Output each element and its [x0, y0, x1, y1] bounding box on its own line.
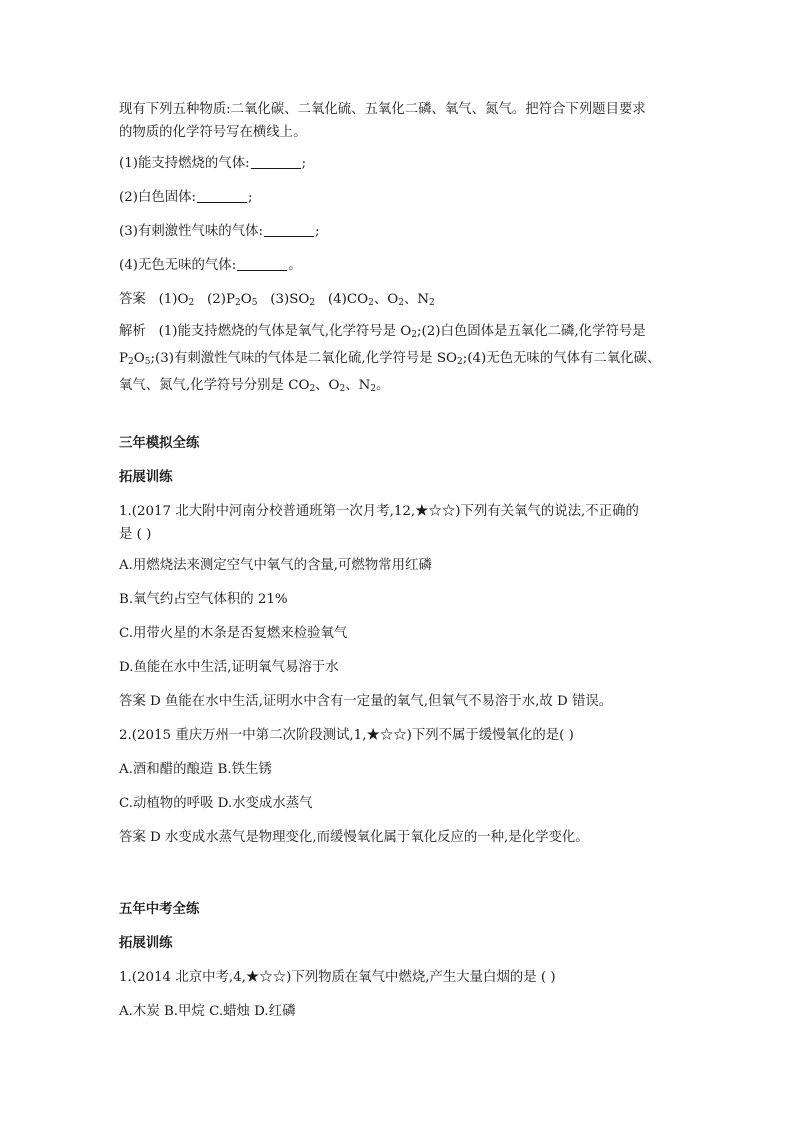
analysis-text: ;(3)有刺激性气味的气体是二氧化硫,化学符号是 SO	[150, 351, 458, 366]
question-1-answer: 答案 D 鱼能在水中生活,证明水中含有一定量的氧气,但氧气不易溶于水,故 D 错误。	[119, 694, 613, 709]
answer-sub: 2	[368, 298, 374, 308]
question-1-stem-line-1: 1.(2017 北大附中河南分校普通班第一次月考,12,★☆☆)下列有关氧气的说法,不正确的	[119, 504, 639, 519]
question-3-prefix: (3)有刺激性气味的气体:	[119, 224, 263, 239]
answer-sub: 5	[251, 298, 258, 308]
analysis-text: P	[119, 351, 129, 366]
answer-part-2b: O	[240, 292, 252, 307]
question-1-stem	[119, 500, 679, 546]
analysis-text: O	[133, 351, 145, 366]
question-3-suffix: ;	[315, 224, 320, 239]
question-1-prefix: (1)能支持燃烧的气体:	[119, 156, 250, 171]
question-2-stem: 2.(2015 重庆万州一中第二次阶段测试,1,★☆☆)下列不属于缓慢氧化的是( )	[119, 728, 574, 743]
section-subtitle-extension-2: 拓展训练	[119, 935, 173, 951]
analysis-text: 、O	[315, 378, 340, 393]
intro-line-2: 的物质的化学符号写在横线上。	[119, 125, 307, 140]
analysis-text: 。	[376, 378, 390, 393]
answer-label: 答案	[119, 292, 146, 307]
answer-blank-1	[251, 154, 301, 169]
analysis-text: 氧气、氮气,化学符号分别是 CO	[119, 378, 310, 393]
analysis-sub: 2	[128, 357, 134, 367]
question-4-suffix: 。	[288, 258, 302, 273]
answer-part-1: (1)O	[158, 292, 189, 307]
answer-blank-4	[237, 256, 287, 271]
question-2-prefix: (2)白色固体:	[119, 190, 197, 205]
analysis-text: 、N	[345, 378, 371, 393]
option-b: B.氧气约占空气体积的 21%	[119, 592, 288, 607]
analysis-paragraph	[119, 320, 679, 401]
answer-sub: 2	[235, 298, 241, 308]
section-title-three-year: 三年模拟全练	[119, 435, 200, 451]
analysis-label: 解析	[119, 324, 146, 339]
analysis-sub: 2	[370, 384, 377, 394]
section-title-five-year: 五年中考全练	[119, 901, 200, 917]
option-a: A.用燃烧法来测定空气中氧气的含量,可燃物常用红磷	[119, 558, 432, 573]
question-1-line	[119, 152, 679, 175]
answer-blank-3	[264, 222, 314, 237]
analysis-text: ;(2)白色固体是五氧化二磷,化学符号是	[417, 324, 646, 339]
analysis-text: (1)能支持燃烧的气体是氧气,化学符号是 O	[158, 324, 412, 339]
intro-line-1: 现有下列五种物质:二氧化碳、二氧化硫、五氧化二磷、氧气、氮气。把符合下列题目要求	[119, 102, 646, 117]
answer-part-4c: 、N	[403, 292, 430, 307]
question-2-answer: 答案 D 水变成水蒸气是物理变化,而缓慢氧化属于氧化反应的一种,是化学变化。	[119, 830, 589, 845]
answer-part-2: (2)P	[207, 292, 236, 307]
answer-line-1	[119, 288, 679, 315]
answer-sub: 2	[188, 298, 195, 308]
question-4-prefix: (4)无色无味的气体:	[119, 258, 237, 273]
question-3-line	[119, 220, 679, 243]
question-1-stem-line-2: 是 ( )	[119, 527, 152, 542]
option-c: C.用带火星的木条是否复燃来检验氧气	[119, 626, 348, 641]
option-d: D.鱼能在水中生活,证明氧气易溶于水	[119, 660, 339, 675]
analysis-sub: 5	[144, 357, 151, 367]
analysis-sub: 2	[309, 384, 316, 394]
analysis-sub: 2	[411, 330, 418, 340]
answer-part-3: (3)SO	[270, 292, 310, 307]
answer-sub: 2	[429, 298, 435, 308]
answer-sub: 2	[398, 298, 404, 308]
question-1-suffix: ;	[301, 156, 307, 171]
section-subtitle-extension-1: 拓展训练	[119, 469, 173, 485]
exam-question-1-stem: 1.(2014 北京中考,4,★☆☆)下列物质在氧气中燃烧,产生大量白烟的是 ( )	[119, 970, 556, 985]
question-2-suffix: ;	[248, 190, 253, 205]
analysis-sub: 2	[457, 357, 463, 367]
question-4-line	[119, 254, 679, 277]
exam-question-1-options: A.木炭 B.甲烷 C.蜡烛 D.红磷	[119, 1004, 296, 1019]
answer-blank-2	[197, 188, 247, 203]
analysis-sub: 2	[339, 384, 346, 394]
question-2-line	[119, 186, 679, 209]
question-2-options-row-1: A.酒和醋的酿造 B.铁生锈	[119, 762, 272, 777]
analysis-text: ;(4)无色无味的气体有二氧化碳、	[462, 351, 661, 366]
answer-part-4: (4)CO	[327, 292, 369, 307]
question-2-options-row-2: C.动植物的呼吸 D.水变成水蒸气	[119, 796, 313, 811]
intro-paragraph	[119, 98, 679, 144]
answer-sub: 2	[309, 298, 316, 308]
answer-part-4b: 、O	[373, 292, 399, 307]
